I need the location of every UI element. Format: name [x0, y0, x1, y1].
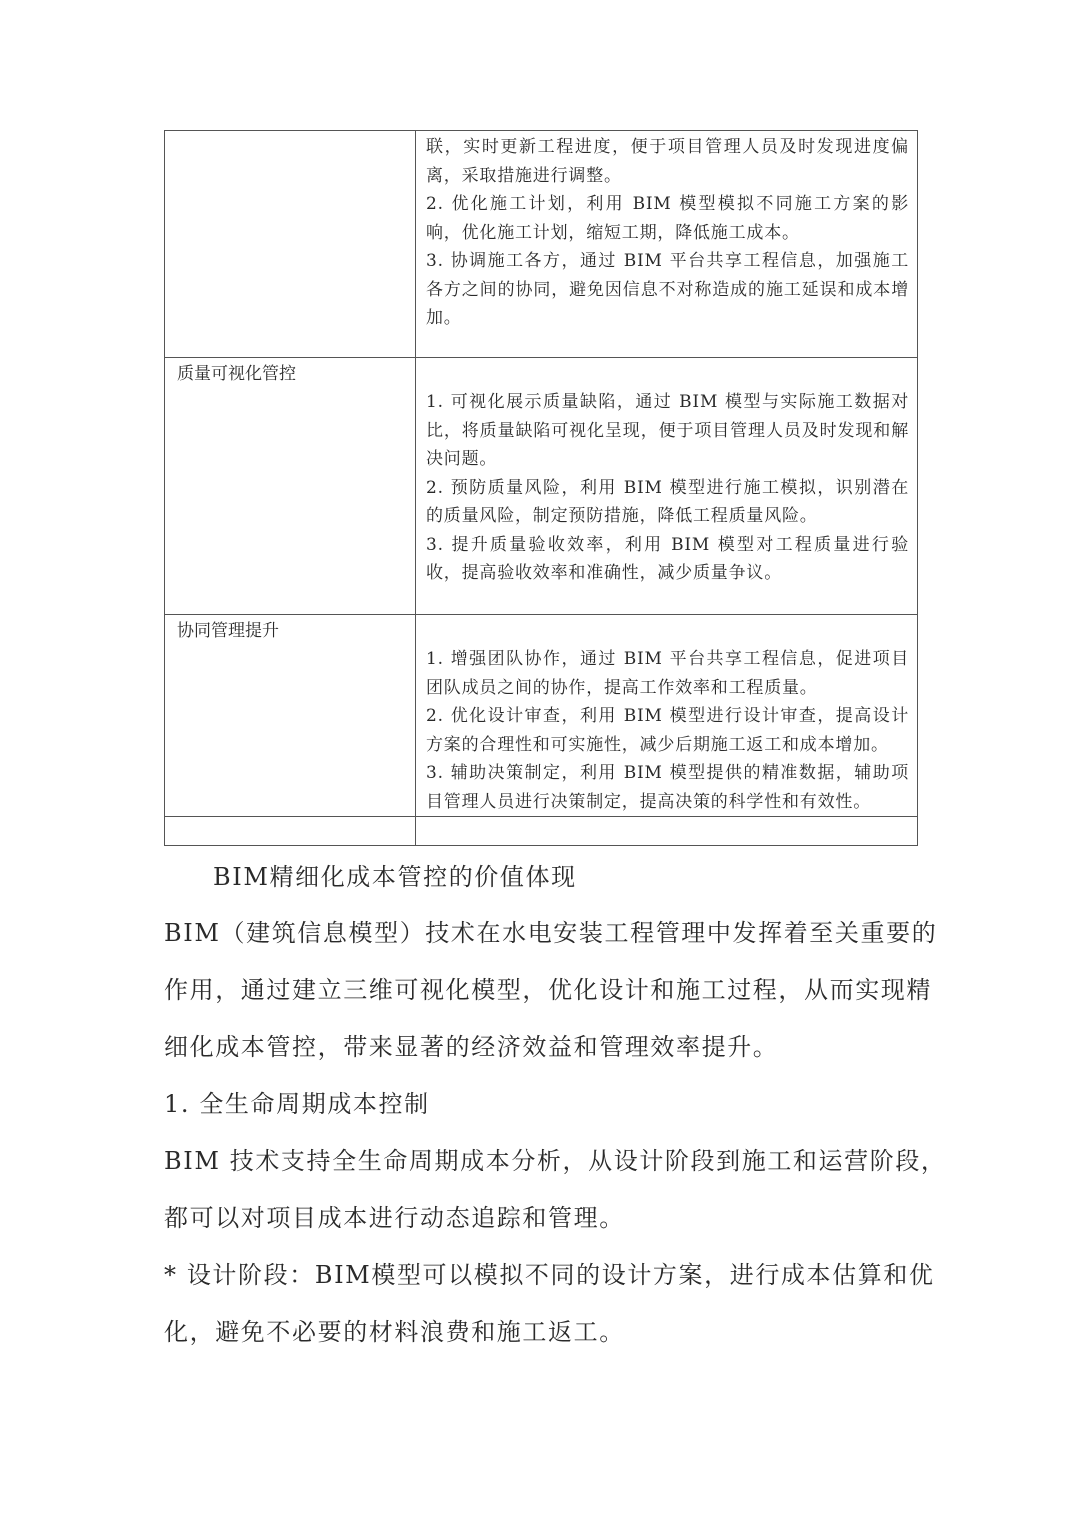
row-label-quality: 质量可视化管控 — [177, 364, 296, 384]
cell-line: 3. 协调施工各方，通过 BIM 平台共享工程信息，加强施工各方之间的协同，避免因信息不对称造成的施工延误和成本增加。 — [426, 251, 909, 328]
cell-line: 1. 增强团队协作，通过 BIM 平台共享工程信息，促进项目团队成员之间的协作，提高工作效率和工程质量。 — [426, 649, 909, 698]
paragraph-line: 细化成本管控，带来显著的经济效益和管理效率提升。 — [164, 1033, 779, 1061]
table-row — [165, 131, 918, 358]
paragraph-line: BIM 技术支持全生命周期成本分析，从设计阶段到施工和运营阶段， — [164, 1147, 947, 1175]
table-label-cell — [165, 615, 416, 817]
cell-line: 3. 提升质量验收效率，利用 BIM 模型对工程质量进行验收，提高验收效率和准确性，减少质量争议。 — [426, 534, 909, 583]
table-label-cell — [165, 817, 416, 846]
cell-line: 2. 优化施工计划，利用 BIM 模型模拟不同施工方案的影响，优化施工计划，缩短工期，降低施工成本。 — [426, 194, 909, 243]
table-content-cell — [416, 615, 918, 817]
item-title: 1. 全生命周期成本控制 — [164, 1090, 430, 1118]
table-content-cell — [416, 817, 918, 846]
cell-line: 1. 可视化展示质量缺陷，通过 BIM 模型与实际施工数据对比，将质量缺陷可视化呈现，便于项目管理人员及时发现和解决问题。 — [426, 392, 909, 469]
bullet-line: 化，避免不必要的材料浪费和施工返工。 — [164, 1318, 625, 1346]
bullet-line: * 设计阶段：BIM模型可以模拟不同的设计方案，进行成本估算和优 — [164, 1261, 935, 1289]
table-row — [165, 615, 918, 817]
table-label-cell — [165, 358, 416, 615]
row-label-collab: 协同管理提升 — [177, 621, 279, 641]
table-label-cell — [165, 131, 416, 358]
row-label — [165, 131, 415, 133]
table-row-empty — [165, 817, 918, 846]
bim-management-table — [164, 130, 918, 846]
table-content-cell — [416, 358, 918, 615]
cell-line: 2. 预防质量风险，利用 BIM 模型进行施工模拟，识别潜在的质量风险，制定预防措施，降低工程质量风险。 — [426, 477, 909, 526]
table-content-cell — [416, 131, 918, 358]
table-row — [165, 358, 918, 615]
cell-line: 联，实时更新工程进度，便于项目管理人员及时发现进度偏离，采取措施进行调整。 — [426, 137, 909, 186]
section-heading: BIM精细化成本管控的价值体现 — [213, 863, 577, 891]
cell-line: 3. 辅助决策制定，利用 BIM 模型提供的精准数据，辅助项目管理人员进行决策制定，提高决策的科学性和有效性。 — [426, 763, 909, 812]
paragraph-line: 都可以对项目成本进行动态追踪和管理。 — [164, 1204, 625, 1232]
paragraph-line: 作用，通过建立三维可视化模型，优化设计和施工过程，从而实现精 — [164, 976, 932, 1004]
cell-line: 2. 优化设计审查，利用 BIM 模型进行设计审查，提高设计方案的合理性和可实施性，减少后期施工返工和成本增加。 — [426, 706, 909, 755]
paragraph-line: BIM（建筑信息模型）技术在水电安装工程管理中发挥着至关重要的 — [164, 919, 938, 947]
